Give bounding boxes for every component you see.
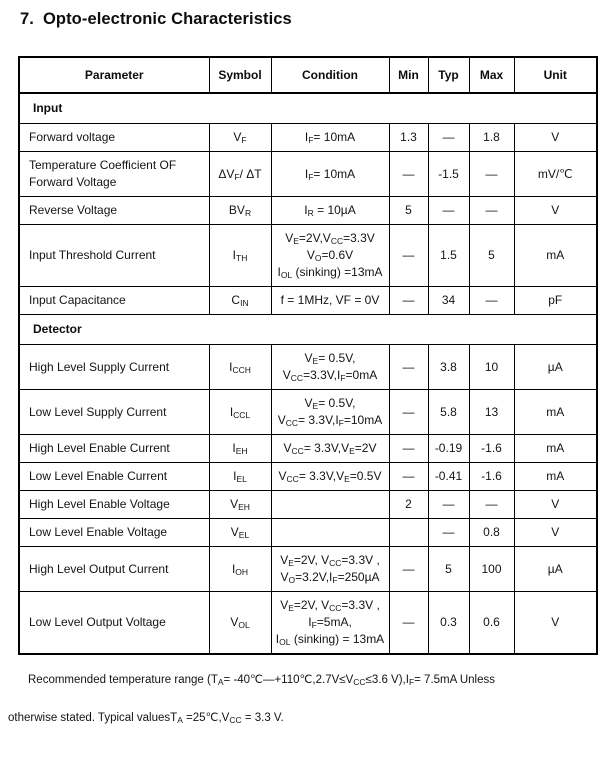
- cell-typ: -0.41: [428, 463, 469, 491]
- cell-min: —: [389, 547, 428, 592]
- cell-parameter: Low Level Enable Voltage: [19, 519, 209, 547]
- table-row: [19, 435, 597, 463]
- cell-symbol: $V_F$: [209, 124, 271, 152]
- cell-unit: V: [514, 519, 597, 547]
- cell-symbol: $I_{EH}$: [209, 435, 271, 463]
- cell-condition: [271, 519, 389, 547]
- cell-max: 1.8: [469, 124, 514, 152]
- cell-parameter: Low Level Output Voltage: [19, 592, 209, 655]
- cell-parameter: Low Level Enable Current: [19, 463, 209, 491]
- column-header-typ: Typ: [428, 57, 469, 93]
- cell-max: —: [469, 491, 514, 519]
- characteristics-table: [18, 56, 598, 655]
- cell-max: —: [469, 152, 514, 197]
- section-row: [19, 93, 597, 124]
- cell-parameter: Forward voltage: [19, 124, 209, 152]
- cell-min: —: [389, 225, 428, 287]
- table-row: [19, 491, 597, 519]
- cell-max: 5: [469, 225, 514, 287]
- section-label: Detector: [19, 315, 597, 345]
- column-header-min: Min: [389, 57, 428, 93]
- cell-condition: $V_E=2V$, $V_{CC}=3.3V$ , $I_F=5mA$, $I_{OL}$ (sinking) = 13mA: [271, 592, 389, 655]
- cell-condition: $V_E=2V$, $V_{CC}=3.3V$ , $V_O=3.2V,I_F=250\mu A$: [271, 547, 389, 592]
- cell-min: —: [389, 152, 428, 197]
- table-body: [19, 93, 597, 654]
- cell-condition: [271, 491, 389, 519]
- cell-typ: —: [428, 519, 469, 547]
- table-row: [19, 225, 597, 287]
- column-header-max: Max: [469, 57, 514, 93]
- table-row: [19, 197, 597, 225]
- cell-parameter: Low Level Supply Current: [19, 390, 209, 435]
- table-row: [19, 287, 597, 315]
- footnote-line-1: Recommended temperature range ($T_A=$ $-40℃—+110℃,2.7V\le V_{CC}\le 3.6$ $V),I_F= 7.5mA$ Unless: [28, 674, 495, 687]
- cell-condition: $I_R = 10\mu A$: [271, 197, 389, 225]
- cell-typ: -1.5: [428, 152, 469, 197]
- cell-typ: 5: [428, 547, 469, 592]
- table-row: [19, 345, 597, 390]
- footnote-line-2: otherwise stated. Typical valuesT$_A$ $=25℃,V_{CC} = 3.3$ V.: [8, 712, 284, 725]
- cell-symbol: $I_{EL}$: [209, 463, 271, 491]
- table-row: [19, 547, 597, 592]
- cell-typ: —: [428, 491, 469, 519]
- cell-typ: 0.3: [428, 592, 469, 655]
- cell-symbol: $C_{IN}$: [209, 287, 271, 315]
- cell-condition: $I_F= 10mA$: [271, 152, 389, 197]
- cell-parameter: Input Threshold Current: [19, 225, 209, 287]
- cell-unit: µA: [514, 345, 597, 390]
- cell-unit: µA: [514, 547, 597, 592]
- cell-min: 2: [389, 491, 428, 519]
- cell-min: —: [389, 435, 428, 463]
- cell-condition: $V_E= 0.5V$, $V_{CC}=3.3V,I_F=0mA$: [271, 345, 389, 390]
- cell-symbol: $I_{OH}$: [209, 547, 271, 592]
- cell-condition: f = 1MHz, VF = 0V: [271, 287, 389, 315]
- cell-unit: mV/℃: [514, 152, 597, 197]
- cell-min: —: [389, 592, 428, 655]
- cell-symbol: $V_{EL}$: [209, 519, 271, 547]
- cell-unit: V: [514, 197, 597, 225]
- cell-max: —: [469, 287, 514, 315]
- cell-typ: 34: [428, 287, 469, 315]
- cell-max: -1.6: [469, 435, 514, 463]
- title-text: Opto-electronic Characteristics: [42, 10, 292, 28]
- cell-condition: $V_{CC}= 3.3V,V_E=2V$: [271, 435, 389, 463]
- cell-parameter: High Level Output Current: [19, 547, 209, 592]
- cell-condition: $V_E= 0.5V$, $V_{CC}= 3.3V,I_F=10mA$: [271, 390, 389, 435]
- cell-condition: $I_F= 10mA$: [271, 124, 389, 152]
- column-header-condition: Condition: [271, 57, 389, 93]
- cell-min: —: [389, 287, 428, 315]
- table-row: [19, 152, 597, 197]
- cell-unit: mA: [514, 390, 597, 435]
- cell-max: 100: [469, 547, 514, 592]
- cell-parameter: High Level Enable Current: [19, 435, 209, 463]
- cell-unit: pF: [514, 287, 597, 315]
- cell-typ: 1.5: [428, 225, 469, 287]
- table-row: [19, 124, 597, 152]
- section-row: [19, 315, 597, 345]
- cell-min: 1.3: [389, 124, 428, 152]
- cell-parameter: High Level Enable Voltage: [19, 491, 209, 519]
- cell-unit: mA: [514, 435, 597, 463]
- table-row: [19, 390, 597, 435]
- cell-typ: 3.8: [428, 345, 469, 390]
- cell-max: -1.6: [469, 463, 514, 491]
- cell-max: 0.8: [469, 519, 514, 547]
- cell-max: 0.6: [469, 592, 514, 655]
- page: [0, 10, 614, 764]
- cell-symbol: $I_{CCL}$: [209, 390, 271, 435]
- column-header-symbol: Symbol: [209, 57, 271, 93]
- cell-typ: —: [428, 124, 469, 152]
- cell-parameter: Reverse Voltage: [19, 197, 209, 225]
- cell-unit: V: [514, 124, 597, 152]
- cell-typ: -0.19: [428, 435, 469, 463]
- header-row: [19, 57, 597, 93]
- table-row: [19, 519, 597, 547]
- cell-max: —: [469, 197, 514, 225]
- cell-parameter: High Level Supply Current: [19, 345, 209, 390]
- cell-min: 5: [389, 197, 428, 225]
- title-number: 7.: [20, 10, 34, 28]
- cell-parameter: Temperature Coefficient OF Forward Voltage: [19, 152, 209, 197]
- cell-typ: —: [428, 197, 469, 225]
- cell-condition: $V_{CC}= 3.3V,V_E=0.5V$: [271, 463, 389, 491]
- cell-condition: $V_E=2V,V_{CC}=3.3V$ $V_O=0.6V$ $I_{OL}$ (sinking) =13mA: [271, 225, 389, 287]
- cell-min: [389, 519, 428, 547]
- table-row: [19, 463, 597, 491]
- cell-min: —: [389, 463, 428, 491]
- column-header-unit: Unit: [514, 57, 597, 93]
- cell-parameter: Input Capacitance: [19, 287, 209, 315]
- cell-min: —: [389, 345, 428, 390]
- cell-min: —: [389, 390, 428, 435]
- cell-max: 13: [469, 390, 514, 435]
- cell-symbol: $\Delta V_F/$ ΔT: [209, 152, 271, 197]
- page-title: [20, 10, 614, 29]
- section-label: Input: [19, 93, 597, 124]
- cell-symbol: $BV_R$: [209, 197, 271, 225]
- cell-symbol: $I_{CCH}$: [209, 345, 271, 390]
- cell-symbol: $V_{OL}$: [209, 592, 271, 655]
- table-row: [19, 592, 597, 655]
- cell-symbol: $V_{EH}$: [209, 491, 271, 519]
- cell-symbol: $I_{TH}$: [209, 225, 271, 287]
- cell-max: 10: [469, 345, 514, 390]
- cell-unit: V: [514, 491, 597, 519]
- cell-unit: mA: [514, 225, 597, 287]
- cell-unit: mA: [514, 463, 597, 491]
- cell-typ: 5.8: [428, 390, 469, 435]
- cell-unit: V: [514, 592, 597, 655]
- column-header-parameter: Parameter: [19, 57, 209, 93]
